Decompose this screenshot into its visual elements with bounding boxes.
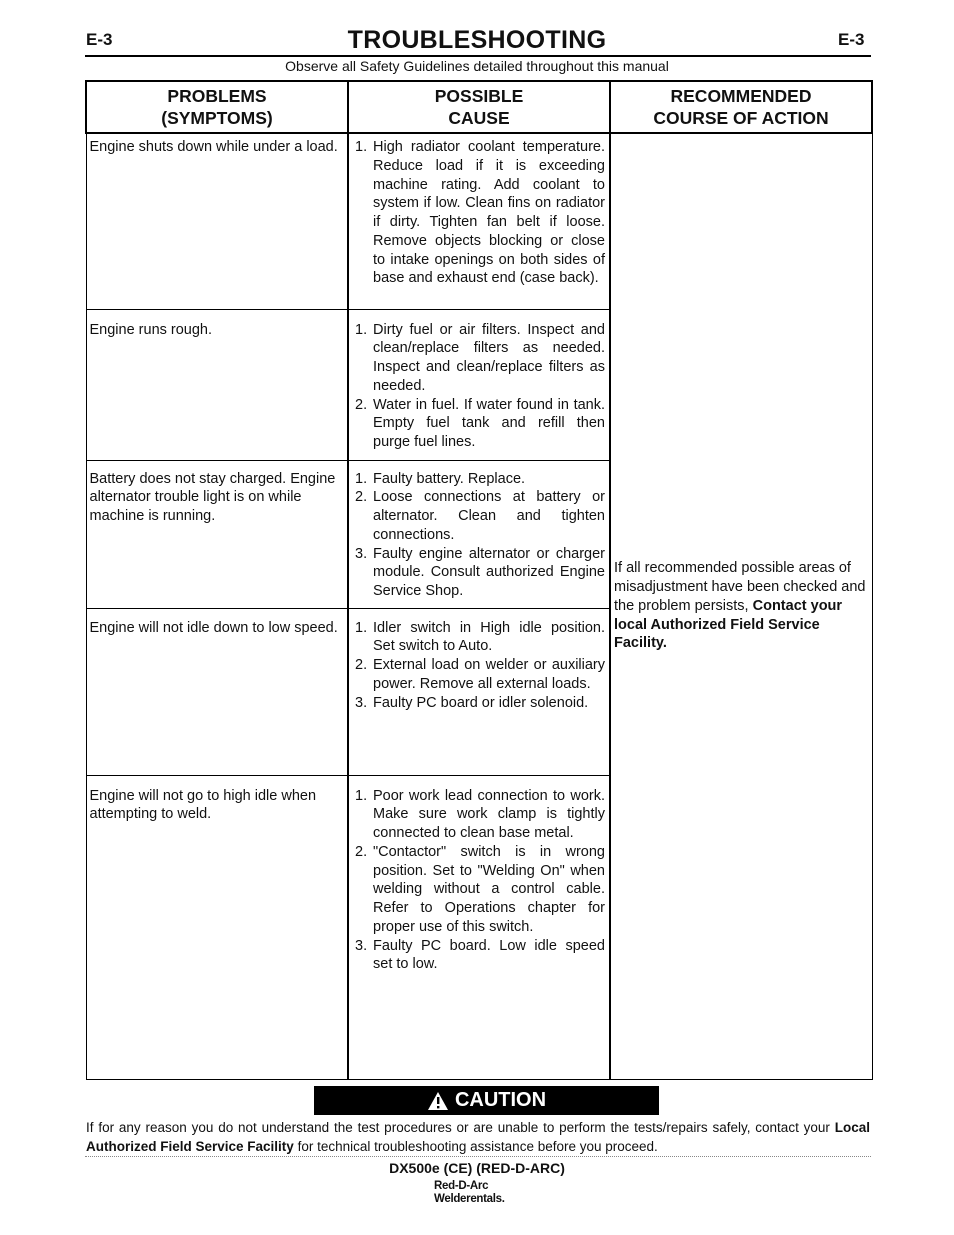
cause-number: 3. (355, 545, 368, 562)
header-action (610, 81, 872, 133)
page-number-right: E-3 (838, 30, 865, 49)
cause-text: Faulty engine alternator or charger module. Consult authorized Engine Service Shop. (373, 545, 605, 599)
cause-cell (348, 608, 610, 775)
action-text-plain: If all recommended possible areas of misadjustment have been checked and the problem persists, (614, 560, 866, 614)
cause-number: 1. (355, 787, 368, 804)
cause-number: 1. (355, 470, 368, 487)
caution-text (86, 1118, 870, 1156)
caution-text-part1: If for any reason you do not understand the test procedures or are unable to perform the tests/repairs safely, contact your (86, 1120, 835, 1135)
footer-divider (85, 1156, 871, 1157)
caution-text-bold: Local Authorized Field Service Facility (86, 1120, 870, 1154)
cause-text: High radiator coolant temperature. Reduce load if it is exceeding machine rating. Add coolant to system if low. Clean fins on radiator if dirty. Tighten fan belt if loose. Remove objects blocking or close to intake openings on both sides of base and exhaust end (case back). (373, 139, 605, 287)
cause-item (355, 656, 605, 694)
caution-label: CAUTION (454, 1089, 547, 1111)
cause-text: Poor work lead connection to work. Make sure work clamp is tightly connected to clean base metal. (373, 787, 605, 841)
safety-subtitle: Observe all Safety Guidelines detailed throughout this manual (285, 58, 669, 74)
header-problems-line2: (SYMPTOMS) (161, 108, 273, 128)
cause-cell (348, 309, 610, 460)
cause-cell (348, 133, 610, 309)
troubleshooting-table (85, 80, 873, 1080)
cause-number: 1. (355, 321, 368, 338)
action-text (614, 559, 870, 653)
logo-line1: Red-D-Arc (434, 1180, 489, 1192)
table-row (86, 133, 872, 309)
header-rule (85, 55, 871, 57)
header-problems (86, 81, 348, 133)
cause-number: 2. (355, 396, 368, 413)
cause-item (355, 619, 605, 657)
cause-text: Faulty PC board. Low idle speed set to low. (373, 937, 605, 973)
header-action-line1: RECOMMENDED (670, 86, 812, 106)
footer-model: DX500e (CE) (RED-D-ARC) (389, 1160, 565, 1176)
cause-item (355, 138, 605, 288)
table-header-row (86, 81, 872, 133)
cause-text: Water in fuel. If water found in tank. Empty fuel tank and refill then purge fuel lines. (373, 396, 605, 450)
cause-text: Faulty PC board or idler solenoid. (373, 694, 589, 711)
cause-number: 2. (355, 843, 368, 860)
red-d-arc-logo (434, 1180, 505, 1206)
cause-text: Dirty fuel or air filters. Inspect and clean/replace filters as needed. Inspect and clean/replace filters as needed. (373, 321, 605, 394)
cause-item (355, 787, 605, 843)
cause-number: 3. (355, 694, 368, 711)
cause-text: External load on welder or auxiliary power. Remove all external loads. (373, 657, 605, 692)
cause-number: 1. (355, 139, 368, 155)
action-cell (610, 133, 872, 1079)
caution-text-part2: for technical troubleshooting assistance before you proceed. (293, 1139, 658, 1154)
page-number-left: E-3 (86, 30, 113, 49)
cause-number: 1. (355, 619, 368, 636)
cause-text: Loose connections at battery or alternator. Clean and tighten connections. (373, 489, 605, 543)
warning-triangle-icon (427, 1091, 449, 1111)
header-problems-line1: PROBLEMS (167, 86, 267, 106)
cause-item (355, 545, 605, 601)
cause-item (355, 843, 605, 937)
cause-item (355, 321, 605, 396)
logo-line2: Welderentals. (434, 1193, 505, 1205)
cause-cell (348, 460, 610, 608)
cause-item (355, 937, 605, 975)
cause-item (355, 396, 605, 452)
header-cause-line2: CAUSE (448, 108, 510, 128)
cause-number: 3. (355, 937, 368, 954)
header-cause (348, 81, 610, 133)
problem-cell: Engine shuts down while under a load. (86, 133, 348, 309)
cause-text: "Contactor" switch is in wrong position. Set to "Welding On" when welding without a control cable. Refer to Operations chapter for proper use of this switch. (373, 843, 605, 935)
cause-number: 2. (355, 489, 368, 506)
problem-cell: Engine will not idle down to low speed. (86, 608, 348, 775)
cause-item (355, 694, 605, 713)
cause-item (355, 470, 605, 489)
problem-cell: Engine will not go to high idle when attempting to weld. (86, 775, 348, 1079)
cause-cell (348, 775, 610, 1079)
page-title: TROUBLESHOOTING (347, 26, 607, 54)
cause-text: Faulty battery. Replace. (373, 470, 526, 487)
caution-banner (314, 1086, 659, 1115)
cause-text: Idler switch in High idle position. Set switch to Auto. (373, 619, 605, 655)
action-text-bold: Contact your local Authorized Field Service Facility. (614, 597, 843, 652)
cause-item (355, 488, 605, 544)
problem-cell: Engine runs rough. (86, 309, 348, 460)
cause-number: 2. (355, 657, 368, 673)
header-action-line2: COURSE OF ACTION (653, 108, 829, 128)
header-cause-line1: POSSIBLE (434, 86, 524, 106)
problem-cell: Battery does not stay charged. Engine alternator trouble light is on while machine is running. (86, 460, 348, 608)
